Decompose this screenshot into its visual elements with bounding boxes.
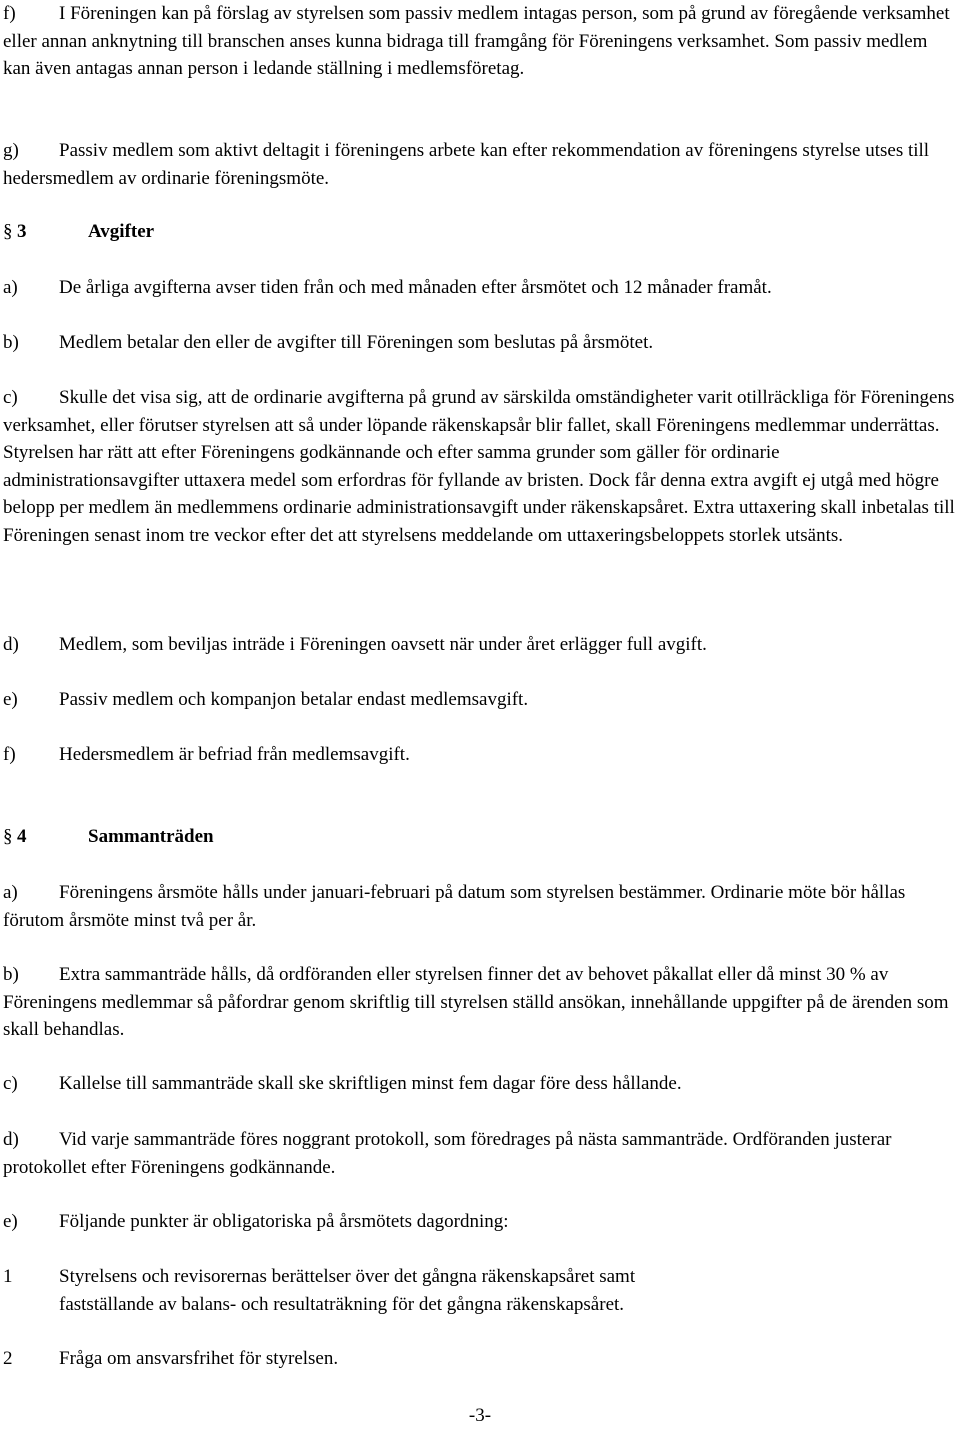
section-title: Sammanträden	[88, 826, 214, 847]
paragraph-label: f)	[3, 744, 16, 765]
paragraph-label: g)	[3, 140, 19, 161]
paragraph-label: d)	[3, 634, 19, 655]
section-4-item-e	[3, 1208, 958, 1236]
section-3-item-c	[3, 384, 958, 549]
paragraph-label: f)	[3, 3, 16, 24]
section-3-item-b	[3, 329, 958, 357]
section-number: 4	[17, 826, 27, 847]
section-3-heading	[3, 218, 958, 246]
section-3-item-d	[3, 631, 958, 659]
paragraph-text: Vid varje sammanträde föres noggrant protokoll, som föredrages på nästa sammanträde. Ordföranden justerar protokollet efter Föreningens godkännande.	[3, 1129, 892, 1178]
paragraph-g	[3, 137, 958, 192]
paragraph-text: Följande punkter är obligatoriska på årsmötets dagordning:	[59, 1211, 509, 1232]
section-4-item-d	[3, 1126, 958, 1181]
section-4-item-b	[3, 961, 958, 1044]
section-title: Avgifter	[88, 221, 155, 242]
section-4-heading	[3, 823, 958, 851]
section-3-item-f	[3, 741, 958, 769]
paragraph-label: a)	[3, 277, 18, 298]
paragraph-text: Passiv medlem som aktivt deltagit i föreningens arbete kan efter rekommendation av föreningens styrelse utses till hedersmedlem av ordinarie föreningsmöte.	[3, 140, 930, 189]
paragraph-label: d)	[3, 1129, 19, 1150]
section-symbol: §	[3, 221, 13, 242]
agenda-item-text-line-1: Styrelsens och revisorernas berättelser över det gångna räkenskapsåret samt	[59, 1266, 636, 1287]
paragraph-label: b)	[3, 964, 19, 985]
paragraph-text: Skulle det visa sig, att de ordinarie avgifterna på grund av särskilda omständigheter varit otillräckliga för Föreningens verksamhet, eller förutser styrelsen att så under löpande räkenskapsår blir fallet, skall Föreningens medlemmar underrättas. Styrelsen har rätt att efter Föreningens godkännande och efter samma grunder som gäller för ordinarie administrationsavgifter uttaxera medel som erfordras för fyllande av bristen. Dock får denna extra avgift ej utgå med högre belopp per medlem än medlemmens ordinarie administrationsavgift under räkenskapsåret. Extra uttaxering skall inbetalas till Föreningen senast inom tre veckor efter det att styrelsens meddelande om uttaxeringsbeloppets storlek utsänts.	[3, 387, 955, 546]
paragraph-text: Kallelse till sammanträde skall ske skriftligen minst fem dagar före dess hållande.	[59, 1073, 682, 1094]
section-number: 3	[17, 221, 27, 242]
paragraph-text: I Föreningen kan på förslag av styrelsen som passiv medlem intagas person, som på grund av föregående verksamhet eller annan anknytning till branschen anses kunna bidraga till framgång för Föreningens verksamhet. Som passiv medlem kan även antagas annan person i ledande ställning i medlemsföretag.	[3, 3, 950, 79]
section-3-item-e	[3, 686, 958, 714]
paragraph-text: Föreningens årsmöte hålls under januari-februari på datum som styrelsen bestämmer. Ordinarie möte bör hållas förutom årsmöte minst två per år.	[3, 882, 906, 931]
agenda-item-text-line-2: fastställande av balans- och resultaträkning för det gångna räkenskapsåret.	[59, 1293, 625, 1315]
section-4-item-a	[3, 879, 958, 934]
paragraph-text: Extra sammanträde hålls, då ordföranden eller styrelsen finner det av behovet påkallat eller då minst 30 % av Föreningens medlemmar så påfordrar genom skriftlig till styrelsen ställd ansökan, innehållande uppgifter på de ärenden som skall behandlas.	[3, 964, 949, 1040]
paragraph-label: b)	[3, 332, 19, 353]
section-4-item-c	[3, 1070, 958, 1098]
agenda-item-2	[3, 1345, 958, 1373]
paragraph-label: e)	[3, 689, 18, 710]
agenda-item-text: Fråga om ansvarsfrihet för styrelsen.	[59, 1348, 339, 1369]
paragraph-label: a)	[3, 882, 18, 903]
agenda-item-1	[3, 1263, 958, 1318]
paragraph-f	[3, 0, 958, 83]
paragraph-label: c)	[3, 387, 18, 408]
page-number: -3-	[468, 1405, 492, 1426]
paragraph-label: e)	[3, 1211, 18, 1232]
section-3-item-a	[3, 274, 958, 302]
agenda-item-number: 2	[3, 1348, 13, 1369]
paragraph-text: Passiv medlem och kompanjon betalar endast medlemsavgift.	[59, 689, 529, 710]
agenda-item-number: 1	[3, 1266, 13, 1287]
paragraph-label: c)	[3, 1073, 18, 1094]
paragraph-text: Medlem betalar den eller de avgifter till Föreningen som beslutas på årsmötet.	[59, 332, 654, 353]
paragraph-text: Medlem, som beviljas inträde i Föreningen oavsett när under året erlägger full avgift.	[59, 634, 707, 655]
paragraph-text: De årliga avgifterna avser tiden från och med månaden efter årsmötet och 12 månader framåt.	[59, 277, 772, 298]
paragraph-text: Hedersmedlem är befriad från medlemsavgift.	[59, 744, 410, 765]
section-symbol: §	[3, 826, 13, 847]
